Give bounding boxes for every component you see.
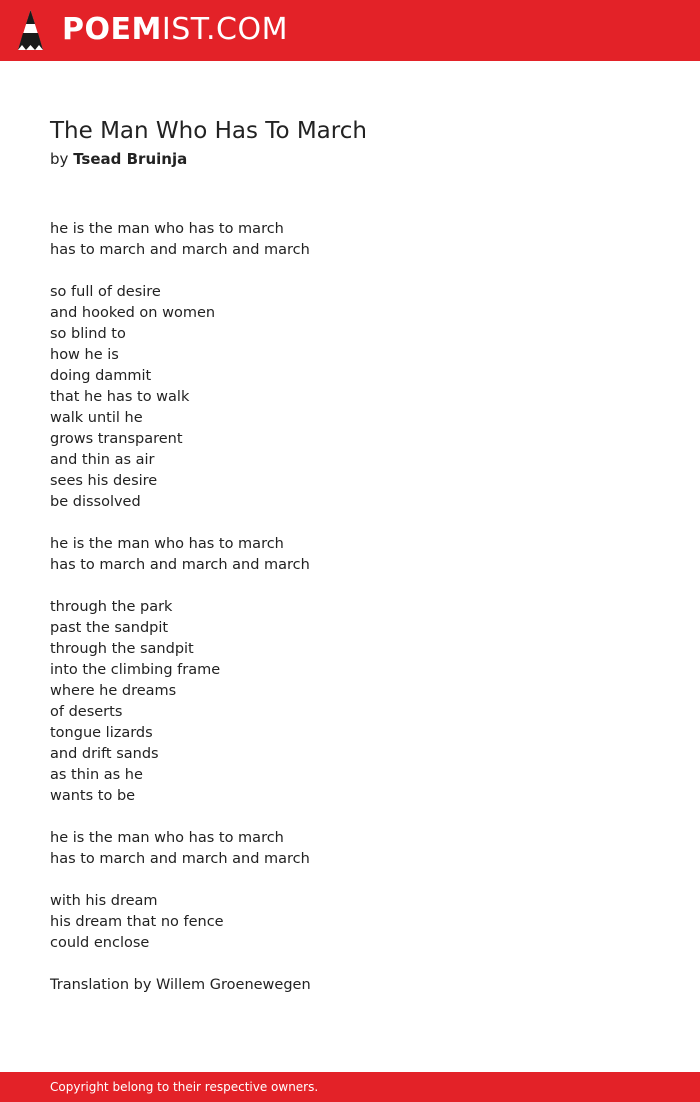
poem-line: be dissolved <box>50 494 141 510</box>
poem-line: and hooked on women <box>50 305 216 321</box>
poem-line: that he has to walk <box>50 389 190 405</box>
poem-line: wants to be <box>50 788 136 804</box>
poem-line: where he dreams <box>50 683 177 699</box>
by-label: by <box>50 150 69 168</box>
poem-line: so full of desire <box>50 284 161 300</box>
poem-stanza <box>50 282 650 513</box>
poem-line: as thin as he <box>50 767 143 783</box>
poem-stanza <box>50 219 650 261</box>
poem-line: walk until he <box>50 410 143 426</box>
poem-stanza <box>50 828 650 870</box>
poem-line: with his dream <box>50 893 158 909</box>
poem-line: has to march and march and march <box>50 242 310 258</box>
poem-line: through the sandpit <box>50 641 194 657</box>
site-footer <box>0 1072 700 1102</box>
author-name: Tsead Bruinja <box>73 150 188 168</box>
logo-text-light: IST.COM <box>161 12 288 47</box>
poem-line: he is the man who has to march <box>50 536 284 552</box>
logo-text-bold: POEM <box>62 12 162 47</box>
copyright-notice: Copyright belong to their respective owners. <box>50 1080 319 1094</box>
poem-line: sees his desire <box>50 473 158 489</box>
pencil-logo-icon <box>17 9 44 51</box>
poem-line: grows transparent <box>50 431 183 447</box>
poem-line: and thin as air <box>50 452 155 468</box>
poem-line: has to march and march and march <box>50 851 310 867</box>
poem-body <box>50 219 650 1017</box>
poem-stanza <box>50 534 650 576</box>
poem-line: his dream that no fence <box>50 914 224 930</box>
byline <box>50 148 187 170</box>
poem-line: of deserts <box>50 704 123 720</box>
poem-stanza <box>50 597 650 807</box>
site-header <box>0 0 700 61</box>
poem-title: The Man Who Has To March <box>50 118 367 144</box>
poem-line: has to march and march and march <box>50 557 310 573</box>
poem-line: could enclose <box>50 935 150 951</box>
poem-line: he is the man who has to march <box>50 830 284 846</box>
poem-line: through the park <box>50 599 173 615</box>
poem-stanza <box>50 891 650 954</box>
poem-line: and drift sands <box>50 746 159 762</box>
poem-line: he is the man who has to march <box>50 221 284 237</box>
poem-line: how he is <box>50 347 119 363</box>
poem-line: so blind to <box>50 326 126 342</box>
poem-line: into the climbing frame <box>50 662 221 678</box>
poem-line: past the sandpit <box>50 620 169 636</box>
site-logo-link[interactable] <box>62 12 288 48</box>
poem-line: tongue lizards <box>50 725 153 741</box>
poem-line: doing dammit <box>50 368 152 384</box>
poem-stanza <box>50 975 650 996</box>
poem-line: Translation by Willem Groenewegen <box>50 977 311 993</box>
